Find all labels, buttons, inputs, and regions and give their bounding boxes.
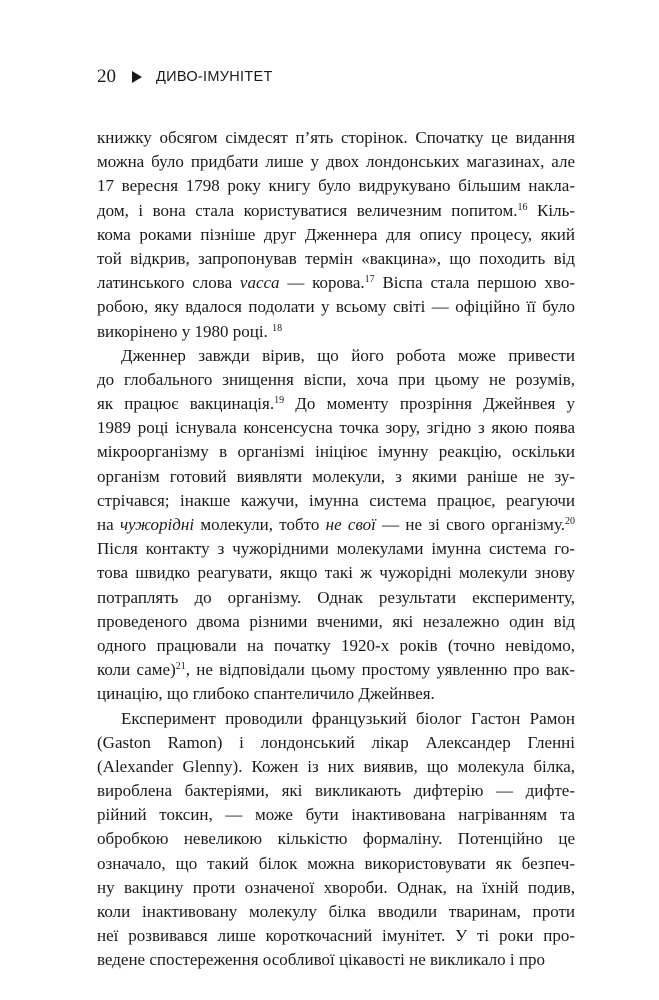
text-run: означало, що такий білок можна використовувати як безпеч- xyxy=(97,853,575,873)
text-line xyxy=(97,344,575,368)
text-line xyxy=(97,392,575,416)
text-run: До моменту прозріння Джейнвея у xyxy=(284,394,576,414)
paragraph xyxy=(97,344,575,707)
text-line xyxy=(97,924,575,948)
text-line xyxy=(97,682,575,706)
text-run: ну вакцину проти означеної хвороби. Однак, на їхній подив, xyxy=(97,877,575,897)
text-line xyxy=(97,779,575,803)
text-run: Дженнер завжди вірив, що його робота може привести xyxy=(121,345,575,365)
emphasis-text: vacca xyxy=(239,273,280,293)
triangle-right-icon xyxy=(132,71,142,83)
text-run: дом, і вона стала користуватися величезним попитом. xyxy=(97,200,518,220)
text-run: обробкою невеликою кількістю формаліну. Потенційно це xyxy=(97,829,575,849)
text-run: на xyxy=(97,515,120,534)
text-run: той відкрив, запропонував термін «вакцина», що походить від xyxy=(97,248,575,268)
text-line xyxy=(97,586,575,610)
paragraph xyxy=(97,707,575,973)
text-line xyxy=(97,440,575,464)
text-line xyxy=(97,634,575,658)
footnote-ref: 19 xyxy=(274,395,285,407)
text-run: това швидко реагувати, якщо такі ж чужорідні молекули знову xyxy=(97,563,575,583)
emphasis-text: чужорідні xyxy=(119,515,195,534)
text-line xyxy=(97,295,575,319)
text-line xyxy=(97,755,575,779)
text-line xyxy=(97,610,575,634)
text-run: організм готовий виявляти молекули, з якими раніше не зу- xyxy=(97,466,575,486)
text-line xyxy=(97,900,575,924)
text-run: ведене спостереження особливої цікавості не викликало і про xyxy=(97,950,545,970)
text-run: проведеного двома різними вченими, які незалежно один від xyxy=(97,611,575,631)
text-line xyxy=(97,368,575,392)
text-run: 17 вересня 1798 року книгу було видрукувано більшим накла- xyxy=(97,176,575,196)
text-run: до глобального знищення віспи, хоча при цьому не розумів, xyxy=(97,369,575,389)
text-run: одного працювали на початку 1920-х років (точно невідомо, xyxy=(97,635,575,655)
footnote-ref: 21 xyxy=(175,661,186,673)
running-head xyxy=(97,66,273,88)
text-line xyxy=(97,876,575,900)
text-run: потраплять до організму. Однак результати експерименту, xyxy=(97,587,575,607)
text-line xyxy=(97,271,575,295)
text-run: молекули, тобто xyxy=(194,515,326,534)
text-run: 1989 році існувала консенсусна точка зору, згідно з якою поява xyxy=(97,418,575,438)
text-line xyxy=(97,852,575,876)
text-run: (Alexander Glenny). Кожен із них виявив, що молекула білка, xyxy=(97,756,575,776)
text-run: Після контакту з чужорідними молекулами імунна система го- xyxy=(97,539,575,559)
emphasis-text: не свої xyxy=(325,515,376,534)
text-run: мікроорганізму в організмі ініціює імунну реакцію, оскільки xyxy=(97,442,575,462)
text-run: Кіль- xyxy=(527,200,575,220)
text-run: рійний токсин, — може бути інактивована нагріванням та xyxy=(97,805,575,825)
text-run: (Gaston Ramon) і лондонський лікар Александер Гленні xyxy=(97,732,575,752)
text-line xyxy=(97,827,575,851)
text-run: робою, яку вдалося подолати у всьому світі — офіційно її було xyxy=(97,297,575,317)
text-run: Віспа стала першою хво- xyxy=(374,273,575,293)
running-title: ДИВО-ІМУНІТЕТ xyxy=(156,69,273,85)
text-line xyxy=(97,803,575,827)
text-line xyxy=(97,658,575,682)
text-run: неї розвивався лише короткочасний імунітет. У ті роки про- xyxy=(97,926,575,946)
text-line xyxy=(97,126,575,150)
paragraph xyxy=(97,126,575,344)
text-line xyxy=(97,537,575,561)
text-run: коли інактивовану молекулу білка вводили тваринам, проти xyxy=(97,902,575,921)
footnote-ref: 17 xyxy=(364,274,375,286)
footnote-ref: 16 xyxy=(517,201,528,213)
text-run: вироблена бактеріями, які викликають дифтерію — дифте- xyxy=(97,781,575,801)
text-line xyxy=(97,948,575,972)
body-text xyxy=(97,126,575,973)
text-line xyxy=(97,465,575,489)
text-line xyxy=(97,731,575,755)
text-line xyxy=(97,199,575,223)
text-line xyxy=(97,320,575,344)
text-run: — корова. xyxy=(279,273,365,293)
text-run: стрічався; інакше кажучи, імунна система працює, реагуючи xyxy=(97,490,575,510)
text-run: книжку обсягом сімдесят п’ять сторінок. Спочатку це видання xyxy=(97,128,575,147)
page-number: 20 xyxy=(97,66,116,87)
text-run: викорінено у 1980 році. xyxy=(97,321,273,341)
text-line xyxy=(97,513,575,537)
footnote-ref: 20 xyxy=(565,516,575,527)
text-run: коли саме) xyxy=(97,660,176,680)
text-line xyxy=(97,223,575,247)
text-run: можна було придбати лише у двох лондонських магазинах, але xyxy=(97,152,575,172)
text-line xyxy=(97,150,575,174)
text-line xyxy=(97,489,575,513)
text-run: — не зі свого організму. xyxy=(375,515,565,534)
text-line xyxy=(97,174,575,198)
text-line xyxy=(97,561,575,585)
text-run: цинацію, що глибоко спантеличило Джейнвея. xyxy=(97,684,435,704)
text-run: Експеримент проводили французький біолог Гастон Рамон xyxy=(121,708,575,728)
text-line xyxy=(97,707,575,731)
text-line xyxy=(97,247,575,271)
text-run: латинського слова xyxy=(97,273,240,293)
text-run: кома роками пізніше друг Дженнера для опису процесу, який xyxy=(97,224,575,244)
text-run: , не відповідали цьому простому уявленню про вак- xyxy=(185,660,576,680)
text-line xyxy=(97,416,575,440)
footnote-ref: 18 xyxy=(272,322,283,334)
text-run: як працює вакцинація. xyxy=(97,394,275,414)
